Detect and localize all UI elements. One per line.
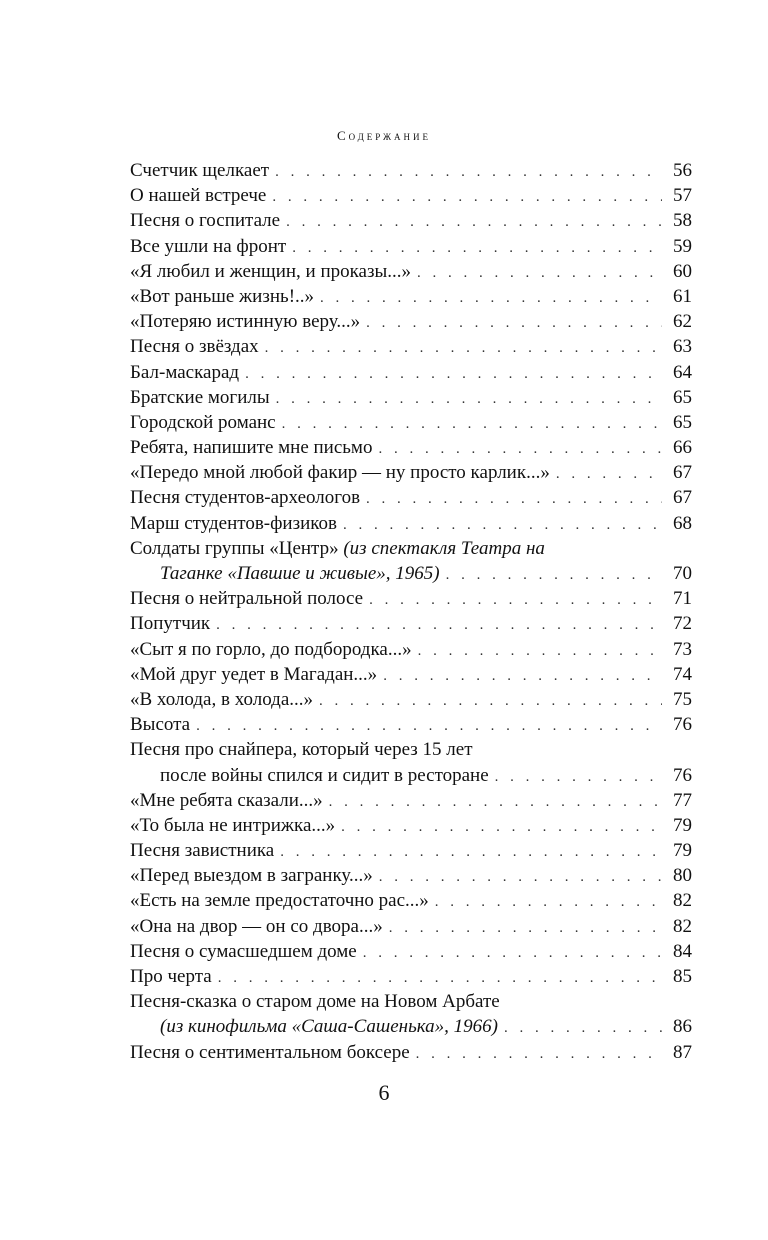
toc-entry-title-text: «Передо мной любой факир — ну просто карлик...» [130, 462, 550, 484]
toc-entry-title [130, 989, 500, 1014]
toc-entry-title-text: «Сыт я по горло, до подбородка...» [130, 638, 412, 660]
dot-leader [245, 362, 662, 387]
toc-entry-title [130, 1040, 410, 1065]
toc-entry-title-text: «Потеряю истинную веру...» [130, 311, 361, 333]
toc-entry-title-text: «То была не интрижка...» [130, 814, 336, 836]
toc-entry-title-text: после войны спился и сидит в ресторане [160, 764, 489, 786]
dot-leader [417, 261, 662, 286]
toc-entry-title [130, 888, 429, 913]
toc-entry [130, 435, 692, 460]
dot-leader [366, 311, 662, 336]
toc-entry [130, 964, 692, 989]
toc-entry [130, 485, 692, 510]
toc-entry-note: (из кинофильма «Саша-Сашенька», 1966) [160, 1016, 498, 1038]
toc-entry [130, 914, 692, 939]
toc-entry-title [130, 586, 363, 611]
toc-entry-title-text: Песня о звёздах [130, 336, 259, 358]
dot-leader [366, 487, 662, 512]
toc-entry-page: 71 [673, 588, 692, 610]
toc-entry-page: 70 [673, 563, 692, 584]
toc-entry-page: 67 [673, 487, 692, 509]
toc-entry [130, 637, 692, 662]
toc-entry-title [130, 737, 473, 762]
toc-entry [130, 687, 692, 712]
toc-entry-title [130, 234, 286, 259]
toc-entry [130, 385, 692, 410]
toc-entry [130, 561, 692, 586]
toc-entry-title-text: Песня про снайпера, который через 15 лет [130, 739, 473, 761]
toc-entry [130, 838, 692, 863]
toc-entry-title [130, 385, 270, 410]
toc-entry-page: 61 [673, 285, 692, 307]
toc-entry-title-text: «Мой друг уедет в Магадан...» [130, 663, 378, 685]
toc-entry-title-text: «Перед выездом в загранку...» [130, 865, 373, 887]
toc-entry-title [130, 309, 360, 334]
dot-leader [446, 563, 662, 588]
dot-leader [286, 210, 662, 235]
toc-entry-title-text: Марш студентов-физиков [130, 512, 338, 534]
toc-entry-title-text: Песня о сумасшедшем доме [130, 940, 357, 962]
toc-entry-page: 76 [673, 714, 692, 736]
dot-leader [280, 840, 662, 865]
toc-entry-page: 86 [673, 1016, 692, 1038]
dot-leader [379, 865, 662, 890]
toc-entry-title [130, 813, 335, 838]
toc-entry-page: 77 [673, 789, 692, 811]
toc-entry-title [130, 914, 383, 939]
dot-leader [343, 513, 662, 538]
toc-entry-title [130, 637, 412, 662]
toc-entry [130, 788, 692, 813]
toc-entry-title [130, 259, 411, 284]
toc-entry-title-text: Песня завистника [130, 840, 275, 862]
toc-entry-title-text: О нашей встрече [130, 185, 267, 207]
toc-entry-page: 58 [673, 210, 692, 232]
toc-entry-page: 65 [673, 411, 692, 433]
toc-entry-page: 64 [673, 361, 692, 383]
toc-entry [130, 1014, 692, 1039]
dot-leader [292, 236, 662, 261]
toc-entry-title [130, 158, 269, 183]
toc-entry [130, 309, 692, 334]
toc-entry-page: 84 [673, 940, 692, 962]
dot-leader [416, 1042, 662, 1067]
page-number: 6 [378, 1080, 390, 1105]
toc-entry-title [160, 763, 489, 788]
toc-entry [130, 586, 692, 611]
toc-entry-title-text: Счетчик щелкает [130, 160, 270, 181]
toc-entry-title-text: Про черта [130, 966, 212, 987]
toc-entry-page: 62 [673, 311, 692, 333]
toc-entry-title [130, 939, 357, 964]
toc-entry [130, 334, 692, 359]
toc-entry-title [130, 435, 372, 460]
toc-entry-page: 73 [673, 638, 692, 660]
toc-entry-title-text: «Есть на земле предостаточно рас...» [130, 890, 429, 912]
toc-entry-title-text: Высота [130, 714, 191, 736]
toc-entry-title [130, 788, 323, 813]
toc-entry [130, 712, 692, 737]
toc-entry-title-text: Песня-сказка о старом доме на Новом Арбате [130, 991, 500, 1013]
toc-entry-page: 66 [673, 437, 692, 459]
toc-entry-note: (из спектакля Театра на [343, 537, 545, 559]
toc-entry-title-text: «В холода, в холода...» [130, 688, 314, 710]
toc-entry-title-text: Ребята, напишите мне письмо [130, 437, 373, 459]
toc-entry [130, 662, 692, 687]
toc-entry [130, 158, 692, 183]
dot-leader [329, 790, 662, 815]
toc-entry [130, 460, 692, 485]
toc-entry-title [130, 838, 274, 863]
dot-leader [319, 689, 662, 714]
toc-entry-page: 59 [673, 235, 692, 257]
toc-entry-title-text: Песня о сентиментальном боксере [130, 1041, 410, 1063]
toc-entry-title-text: Песня о нейтральной полосе [130, 588, 364, 610]
toc-entry-page: 76 [673, 764, 692, 786]
toc-entry-title-text: Песня о госпитале [130, 210, 281, 232]
toc-entry-title [130, 360, 239, 385]
toc-entry-title [130, 208, 280, 233]
dot-leader [216, 613, 662, 638]
toc-entry-page: 72 [673, 613, 692, 635]
dot-leader [276, 387, 662, 412]
toc-entry-title-text: Бал-маскарад [130, 361, 240, 383]
toc-entry-page: 67 [673, 462, 692, 484]
toc-entry-title-text: Попутчик [130, 613, 211, 635]
toc-entry [130, 511, 692, 536]
dot-leader [265, 336, 662, 361]
toc-entry-title [130, 611, 210, 636]
toc-entry [130, 763, 692, 788]
toc-entry-note: Таганке «Павшие и живые», 1965) [160, 563, 440, 584]
toc-entry-title [130, 334, 259, 359]
toc-entry-title [130, 460, 550, 485]
toc-entry-page: 74 [673, 663, 692, 685]
page-header: Содержание [336, 128, 432, 143]
toc-entry [130, 360, 692, 385]
toc-entry-page: 82 [673, 890, 692, 912]
dot-leader [196, 714, 662, 739]
toc-entry [130, 939, 692, 964]
toc-entry [130, 259, 692, 284]
toc-entry-title-text: «Я любил и женщин, и проказы...» [130, 260, 412, 282]
dot-leader [418, 639, 662, 664]
toc-entry-page: 79 [673, 840, 692, 862]
toc-entry [130, 410, 692, 435]
dot-leader [369, 588, 662, 613]
dot-leader [378, 437, 662, 462]
toc-entry-title [130, 536, 545, 561]
toc-entry [130, 1040, 692, 1065]
dot-leader [282, 412, 662, 437]
dot-leader [218, 966, 662, 991]
toc-entry-title-text: «Мне ребята сказали...» [130, 789, 323, 811]
toc-entry-page: 82 [673, 915, 692, 937]
toc-entry-title [160, 1014, 498, 1039]
toc-entry-page: 79 [673, 814, 692, 836]
toc-entry-page: 63 [673, 336, 692, 358]
toc-entry-title-text: Братские могилы [130, 386, 270, 408]
dot-leader [495, 765, 662, 790]
dot-leader [383, 664, 662, 689]
dot-leader [435, 890, 662, 915]
toc-entry [130, 234, 692, 259]
toc-entry-title [130, 687, 313, 712]
toc-entry [130, 737, 692, 762]
toc-entry-title-text: Городской романс [130, 411, 276, 433]
dot-leader [504, 1016, 662, 1041]
table-of-contents [130, 158, 692, 1065]
toc-entry-title-text: «Она на двор — он со двора...» [130, 915, 383, 937]
dot-leader [341, 815, 662, 840]
toc-entry [130, 536, 692, 561]
toc-entry-title-text: Солдаты группы «Центр» [130, 537, 339, 559]
toc-entry [130, 888, 692, 913]
toc-entry-title [130, 511, 337, 536]
dot-leader [389, 916, 662, 941]
toc-entry-title-text: Песня студентов-археологов [130, 487, 361, 509]
toc-entry [130, 208, 692, 233]
dot-leader [275, 160, 662, 185]
toc-entry-page: 87 [673, 1041, 692, 1063]
toc-entry-title [160, 561, 440, 586]
toc-entry-title [130, 712, 190, 737]
toc-entry-title-text: Все ушли на фронт [130, 235, 287, 257]
toc-entry-title [130, 485, 360, 510]
toc-entry-title-text: «Вот раньше жизнь!..» [130, 285, 315, 307]
toc-entry-page: 85 [673, 966, 692, 987]
toc-entry-title [130, 183, 266, 208]
dot-leader [556, 462, 662, 487]
toc-entry-page: 75 [673, 688, 692, 710]
toc-entry [130, 284, 692, 309]
toc-entry-title [130, 863, 373, 888]
toc-entry [130, 863, 692, 888]
toc-entry [130, 611, 692, 636]
dot-leader [320, 286, 662, 311]
toc-entry-title [130, 410, 276, 435]
toc-entry [130, 813, 692, 838]
toc-entry-page: 68 [673, 512, 692, 534]
toc-entry-page: 56 [673, 160, 692, 181]
toc-entry-page: 60 [673, 260, 692, 282]
toc-entry-page: 57 [673, 185, 692, 207]
dot-leader [272, 185, 662, 210]
toc-entry-title [130, 964, 212, 989]
toc-entry-title [130, 284, 314, 309]
toc-entry [130, 989, 692, 1014]
toc-entry-page: 65 [673, 386, 692, 408]
toc-entry-title [130, 662, 377, 687]
toc-entry [130, 183, 692, 208]
toc-entry-page: 80 [673, 865, 692, 887]
dot-leader [363, 941, 662, 966]
